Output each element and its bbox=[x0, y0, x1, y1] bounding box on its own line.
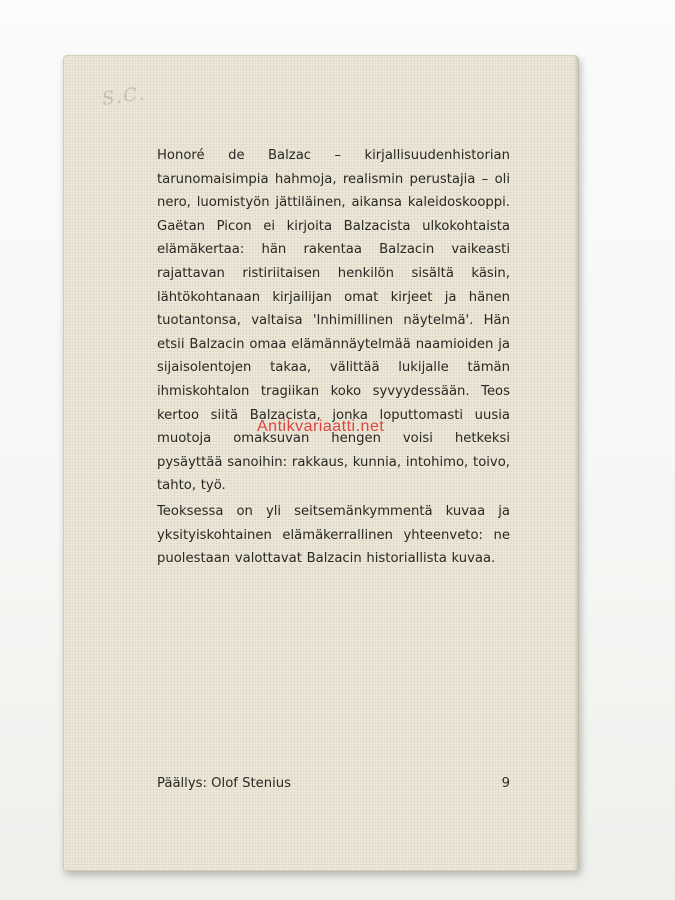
pencil-handwritten-mark: S.C. bbox=[100, 83, 148, 110]
store-watermark: Antikvariaatti.net bbox=[257, 418, 385, 435]
cover-footer bbox=[157, 776, 510, 791]
series-number: 9 bbox=[501, 776, 510, 791]
blurb-text bbox=[157, 144, 510, 571]
cover-credit: Päällys: Olof Stenius bbox=[157, 776, 292, 791]
blurb-paragraph-2: Teoksessa on yli seitsemänkymmentä kuvaa ja yksityiskohtainen elämäkerrallinen yhteenveto: ne puolestaan valottavat Balzacin historiallista kuvaa. bbox=[157, 503, 510, 567]
blurb-paragraph-1: Honoré de Balzac – kirjallisuudenhistorian tarunomaisimpia hahmoja, realismin perustajia – oli nero, luomistyön jättiläinen, aikansa kaleidoskooppi. Gaëtan Picon ei kirjoita Balzacista ulkokohtaista elämäkertaa: hän rakentaa Balzacin vaikeasti rajattavan ristiriitaisen henkilön sisältä käsin, lähtökohtanaan kirjailijan omat kirjeet ja hänen tuotantonsa, valtaisa 'Inhimillinen näytelmä'. Hän etsii Balzacin omaa elämännäytelmää naamioiden ja sijaisolentojen takaa, välittää lukijalle tämän ihmiskohtalon tragiikan koko syvyydessään. Teos kertoo siitä Balzacista, jonka loputtomasti uusia muotoja omaksuvan hengen voisi hetkeksi pysäyttää sanoihin: rakkaus, kunnia, intohimo, toivo, tahto, työ. bbox=[157, 148, 510, 494]
